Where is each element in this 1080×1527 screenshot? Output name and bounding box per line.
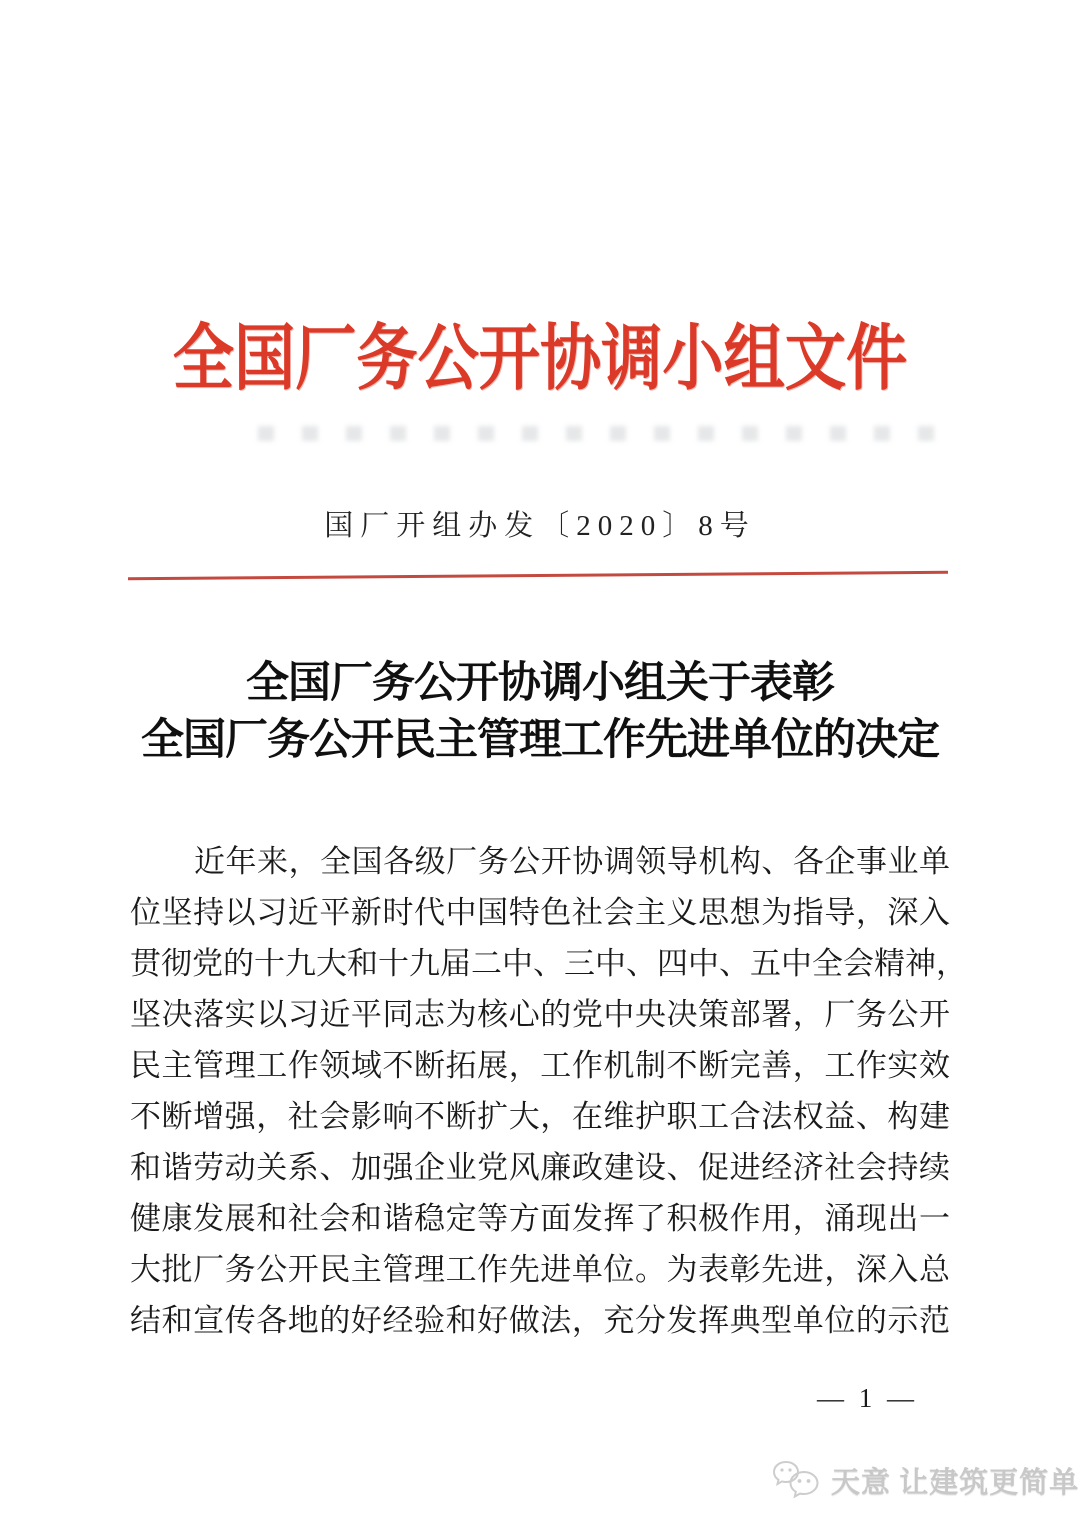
document-title-line1: 全国厂务公开协调小组关于表彰 <box>246 660 834 707</box>
body-line: 贯彻党的十九大和十九届二中、三中、四中、五中全会精神， <box>130 946 967 981</box>
document-title <box>0 655 1080 769</box>
body-line: 不断增强，社会影响不断扩大，在维护职工合法权益、构建 <box>130 1099 950 1134</box>
body-paragraph <box>130 836 967 1346</box>
body-line: 民主管理工作领域不断拓展，工作机制不断完善，工作实效 <box>130 1048 950 1083</box>
scan-bleed-artifact <box>258 426 958 441</box>
body-line: 结和宣传各地的好经验和好做法，充分发挥典型单位的示范 <box>130 1303 950 1338</box>
body-line: 坚决落实以习近平同志为核心的党中央决策部署，厂务公开 <box>130 997 950 1032</box>
watermark-text: 天意 让建筑更简单 <box>831 1466 1080 1499</box>
body-line: 近年来，全国各级厂务公开协调领导机构、各企事业单 <box>194 844 950 879</box>
red-letterhead-banner: 全国厂务公开协调小组文件 <box>172 319 908 399</box>
body-line: 健康发展和社会和谐稳定等方面发挥了积极作用，涌现出一 <box>130 1201 950 1236</box>
document-number: 国厂开组办发〔2020〕8号 <box>324 510 756 542</box>
watermark <box>772 1458 1079 1502</box>
body-line: 和谐劳动关系、加强企业党风廉政建设、促进经济社会持续 <box>130 1150 950 1185</box>
body-line: 大批厂务公开民主管理工作先进单位。为表彰先进，深入总 <box>130 1252 950 1287</box>
red-divider-rule <box>128 571 948 580</box>
chat-bubbles-icon <box>772 1458 822 1502</box>
body-line: 位坚持以习近平新时代中国特色社会主义思想为指导，深入 <box>130 895 950 930</box>
document-title-line2: 全国厂务公开民主管理工作先进单位的决定 <box>141 717 939 764</box>
page-number: — 1 — <box>817 1383 918 1413</box>
